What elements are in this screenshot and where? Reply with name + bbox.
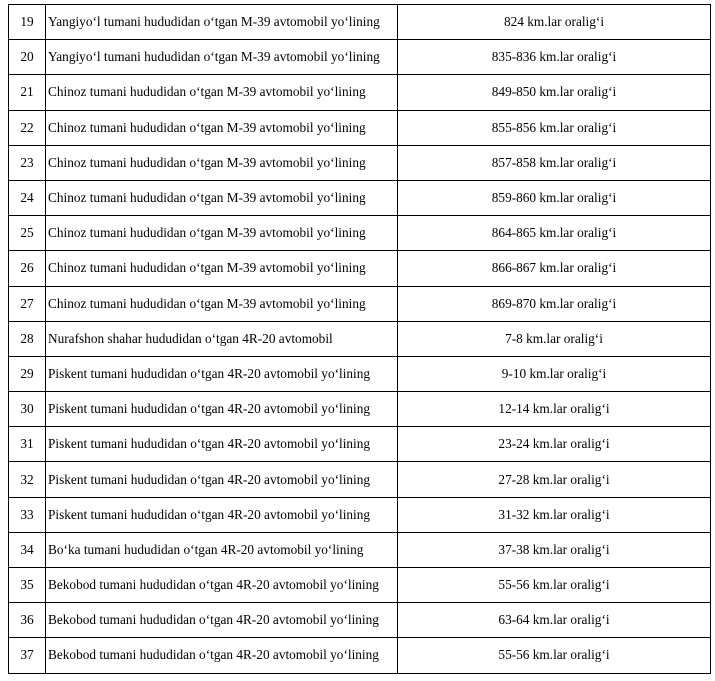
road-description-cell <box>46 40 398 75</box>
road-description-cell <box>46 251 398 286</box>
row-number-cell: 29 <box>9 356 46 391</box>
table-row <box>9 180 711 215</box>
road-description: Piskent tumani hududidan o‘tgan 4R-20 avtomobil yo‘lining <box>48 401 371 417</box>
row-number-cell: 21 <box>9 75 46 110</box>
row-number-cell: 22 <box>9 110 46 145</box>
km-range-cell: 37-38 km.lar oralig‘i <box>398 532 711 567</box>
table-row <box>9 497 711 532</box>
road-description: Yangiyo‘l tumani hududidan o‘tgan M-39 avtomobil yo‘lining <box>48 14 380 30</box>
road-description: Yangiyo‘l tumani hududidan o‘tgan M-39 avtomobil yo‘lining <box>48 49 380 65</box>
km-range-cell: 7-8 km.lar oralig‘i <box>398 321 711 356</box>
row-number-cell: 27 <box>9 286 46 321</box>
road-description-cell <box>46 462 398 497</box>
km-range-cell: 859-860 km.lar oralig‘i <box>398 180 711 215</box>
road-description-cell <box>46 321 398 356</box>
road-description: Piskent tumani hududidan o‘tgan 4R-20 avtomobil yo‘lining <box>48 471 371 487</box>
road-description-cell <box>46 497 398 532</box>
table-row <box>9 75 711 110</box>
km-range-cell: 9-10 km.lar oralig‘i <box>398 356 711 391</box>
km-range-cell: 864-865 km.lar oralig‘i <box>398 216 711 251</box>
km-range-cell: 27-28 km.lar oralig‘i <box>398 462 711 497</box>
road-description-cell <box>46 180 398 215</box>
row-number-cell: 33 <box>9 497 46 532</box>
table-row <box>9 286 711 321</box>
road-description: Bekobod tumani hududidan o‘tgan 4R-20 avtomobil yo‘lining <box>48 577 379 593</box>
row-number-cell: 36 <box>9 603 46 638</box>
table-row <box>9 321 711 356</box>
row-number-cell: 23 <box>9 145 46 180</box>
row-number-cell: 30 <box>9 392 46 427</box>
row-number-cell: 32 <box>9 462 46 497</box>
table-row <box>9 638 711 673</box>
row-number-cell: 19 <box>9 5 46 40</box>
road-description-cell <box>46 638 398 673</box>
km-range-cell: 849-850 km.lar oralig‘i <box>398 75 711 110</box>
road-description: Bekobod tumani hududidan o‘tgan 4R-20 avtomobil yo‘lining <box>48 647 379 663</box>
table-row <box>9 462 711 497</box>
table-row <box>9 603 711 638</box>
table-row <box>9 40 711 75</box>
road-description: Chinoz tumani hududidan o‘tgan M-39 avtomobil yo‘lining <box>48 225 366 241</box>
row-number-cell: 28 <box>9 321 46 356</box>
row-number-cell: 37 <box>9 638 46 673</box>
road-description-cell <box>46 145 398 180</box>
road-description-cell <box>46 532 398 567</box>
table-row <box>9 216 711 251</box>
road-description-cell <box>46 75 398 110</box>
table-row <box>9 427 711 462</box>
road-description-cell <box>46 286 398 321</box>
km-range-cell: 857-858 km.lar oralig‘i <box>398 145 711 180</box>
km-range-cell: 63-64 km.lar oralig‘i <box>398 603 711 638</box>
road-description: Piskent tumani hududidan o‘tgan 4R-20 avtomobil yo‘lining <box>48 506 371 522</box>
km-range-cell: 12-14 km.lar oralig‘i <box>398 392 711 427</box>
road-description: Chinoz tumani hududidan o‘tgan M-39 avtomobil yo‘lining <box>48 190 366 206</box>
km-range-cell: 23-24 km.lar oralig‘i <box>398 427 711 462</box>
road-description: Piskent tumani hududidan o‘tgan 4R-20 avtomobil yo‘lining <box>48 365 371 381</box>
km-range-cell: 55-56 km.lar oralig‘i <box>398 568 711 603</box>
road-description: Bekobod tumani hududidan o‘tgan 4R-20 avtomobil yo‘lining <box>48 612 379 628</box>
road-description: Chinoz tumani hududidan o‘tgan M-39 avtomobil yo‘lining <box>48 154 366 170</box>
km-range-cell: 855-856 km.lar oralig‘i <box>398 110 711 145</box>
row-number-cell: 25 <box>9 216 46 251</box>
row-number-cell: 34 <box>9 532 46 567</box>
table-body <box>9 5 711 674</box>
row-number-cell: 24 <box>9 180 46 215</box>
row-number-cell: 26 <box>9 251 46 286</box>
km-range-cell: 866-867 km.lar oralig‘i <box>398 251 711 286</box>
km-range-cell: 824 km.lar oralig‘i <box>398 5 711 40</box>
table-row <box>9 568 711 603</box>
km-range-cell: 31-32 km.lar oralig‘i <box>398 497 711 532</box>
road-description-cell <box>46 110 398 145</box>
road-description-cell <box>46 356 398 391</box>
road-description-cell <box>46 216 398 251</box>
km-range-cell: 55-56 km.lar oralig‘i <box>398 638 711 673</box>
table-row <box>9 356 711 391</box>
row-number-cell: 20 <box>9 40 46 75</box>
table-row <box>9 110 711 145</box>
road-description: Chinoz tumani hududidan o‘tgan M-39 avtomobil yo‘lining <box>48 295 366 311</box>
road-description-cell <box>46 568 398 603</box>
road-description: Chinoz tumani hududidan o‘tgan M-39 avtomobil yo‘lining <box>48 260 366 276</box>
road-description: Chinoz tumani hududidan o‘tgan M-39 avtomobil yo‘lining <box>48 84 366 100</box>
road-description: Nurafshon shahar hududidan o‘tgan 4R-20 avtomobil <box>48 330 333 346</box>
row-number-cell: 35 <box>9 568 46 603</box>
km-range-cell: 869-870 km.lar oralig‘i <box>398 286 711 321</box>
table-row <box>9 5 711 40</box>
table-row <box>9 392 711 427</box>
km-range-cell: 835-836 km.lar oralig‘i <box>398 40 711 75</box>
row-number-cell: 31 <box>9 427 46 462</box>
table-row <box>9 145 711 180</box>
road-description: Bo‘ka tumani hududidan o‘tgan 4R-20 avtomobil yo‘lining <box>48 541 364 557</box>
road-description: Piskent tumani hududidan o‘tgan 4R-20 avtomobil yo‘lining <box>48 436 371 452</box>
road-description: Chinoz tumani hududidan o‘tgan M-39 avtomobil yo‘lining <box>48 119 366 135</box>
road-description-cell <box>46 427 398 462</box>
road-sections-table <box>8 4 711 674</box>
road-description-cell <box>46 5 398 40</box>
road-description-cell <box>46 392 398 427</box>
table-row <box>9 251 711 286</box>
table-row <box>9 532 711 567</box>
road-description-cell <box>46 603 398 638</box>
